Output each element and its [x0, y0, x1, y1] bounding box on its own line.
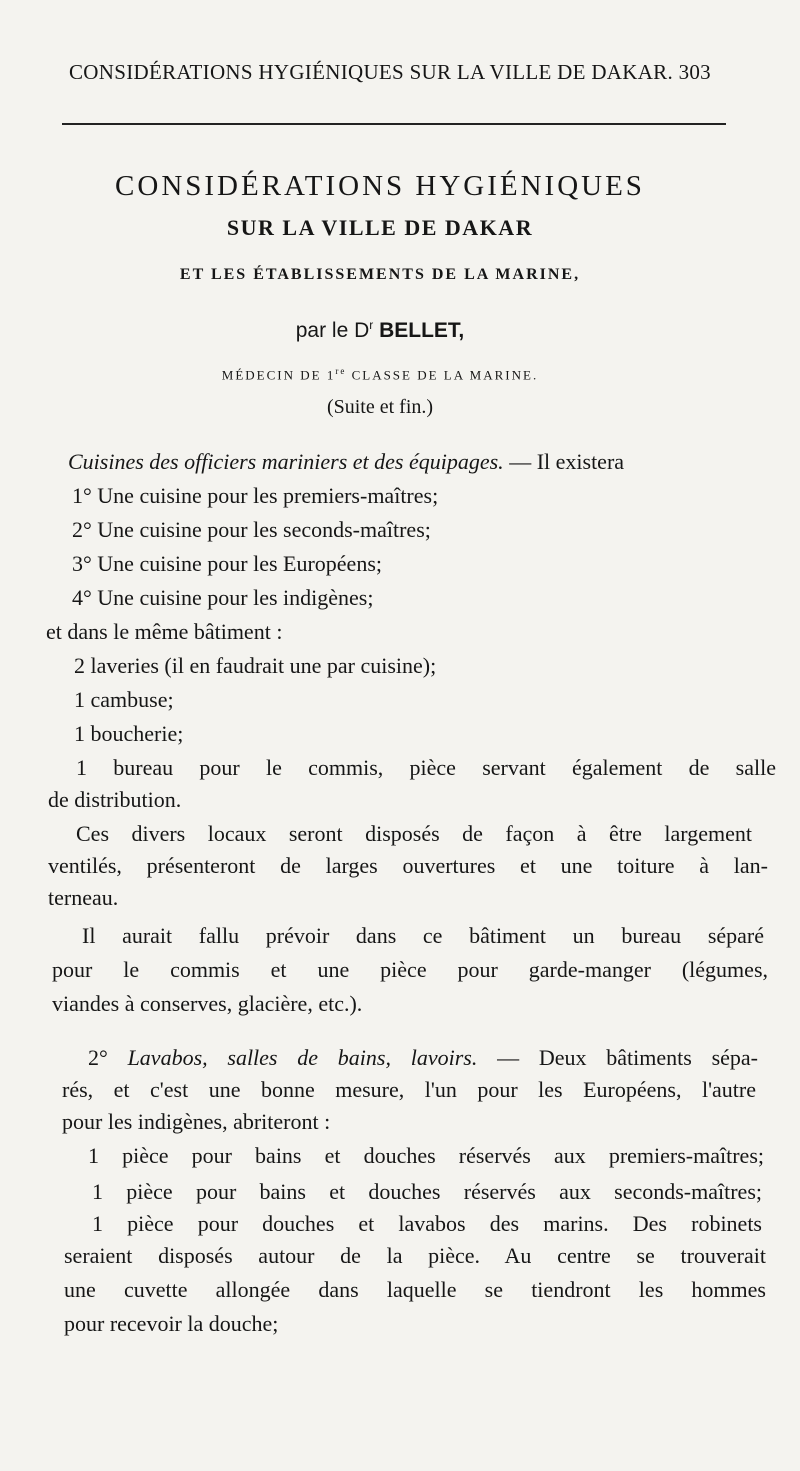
body-line: viandes à conserves, glacière, etc.).	[52, 991, 363, 1016]
list-item: 1 boucherie;	[74, 721, 184, 746]
body-line: Ces divers locaux seront disposés de façon à être largement	[76, 821, 752, 846]
list-item: 1 bureau pour le commis, pièce servant également de salle	[76, 755, 776, 780]
body-line: terneau.	[48, 885, 119, 910]
list-item: 2 laveries (il en faudrait une par cuisine);	[74, 653, 437, 678]
affil-post: CLASSE DE LA MARINE.	[346, 367, 539, 383]
body-line: rés, et c'est une bonne mesure, l'un pour les Européens, l'autre	[62, 1077, 756, 1102]
list-item: 1 cambuse;	[74, 687, 174, 712]
body-line: pour le commis et une pièce pour garde-manger (légumes,	[52, 957, 768, 982]
list-item: 4° Une cuisine pour les indigènes;	[72, 585, 374, 610]
body-line: seraient disposés autour de la pièce. Au centre se trouverait	[64, 1243, 766, 1268]
body-line: ventilés, présenteront de larges ouvertures et une toiture à lan-	[48, 853, 768, 878]
body-line: de distribution.	[48, 787, 182, 812]
body-line: une cuvette allongée dans laquelle se tiendront les hommes	[64, 1277, 766, 1302]
author-sup: r	[369, 318, 374, 332]
header-rule	[62, 123, 726, 125]
list-item: 1° Une cuisine pour les premiers-maîtres;	[72, 483, 439, 508]
article-subtitle-2: ET LES ÉTABLISSEMENTS DE LA MARINE,	[179, 266, 581, 283]
running-head: CONSIDÉRATIONS HYGIÉNIQUES SUR LA VILLE DE DAKAR. 303	[68, 60, 711, 84]
author-name: BELLET,	[373, 319, 465, 342]
author-prefix: par le D	[295, 319, 370, 342]
list-item: 1 pièce pour bains et douches réservés aux seconds-maîtres;	[92, 1179, 762, 1204]
article-title: CONSIDÉRATIONS HYGIÉNIQUES	[115, 170, 645, 202]
section-heading-italic: Lavabos, salles de bains, lavoirs.	[127, 1045, 478, 1070]
body-line: et dans le même bâtiment :	[46, 619, 283, 644]
list-item: 1 pièce pour bains et douches réservés aux premiers-maîtres;	[88, 1143, 764, 1168]
author-line	[0, 318, 760, 343]
affil-sup: re	[335, 366, 347, 376]
body-line: Il aurait fallu prévoir dans ce bâtiment un bureau séparé	[82, 923, 764, 948]
body-text: — Il existera	[503, 449, 625, 474]
body-line	[68, 448, 624, 476]
author-affiliation	[0, 366, 760, 383]
affil-pre: MÉDECIN DE 1	[221, 367, 336, 383]
list-item: 3° Une cuisine pour les Européens;	[72, 551, 382, 576]
section-number: 2°	[88, 1045, 128, 1070]
body-text: — Deux bâtiments sépa-	[477, 1045, 758, 1070]
list-item: 2° Une cuisine pour les seconds-maîtres;	[72, 517, 431, 542]
continuation-note: (Suite et fin.)	[326, 396, 434, 418]
body-line: pour recevoir la douche;	[64, 1311, 279, 1336]
body-line	[88, 1044, 758, 1072]
article-subtitle: SUR LA VILLE DE DAKAR	[226, 215, 534, 240]
section-heading-italic: Cuisines des officiers mariniers et des équipages.	[68, 449, 504, 474]
list-item: 1 pièce pour douches et lavabos des marins. Des robinets	[92, 1211, 762, 1236]
body-line: pour les indigènes, abriteront :	[62, 1109, 331, 1134]
